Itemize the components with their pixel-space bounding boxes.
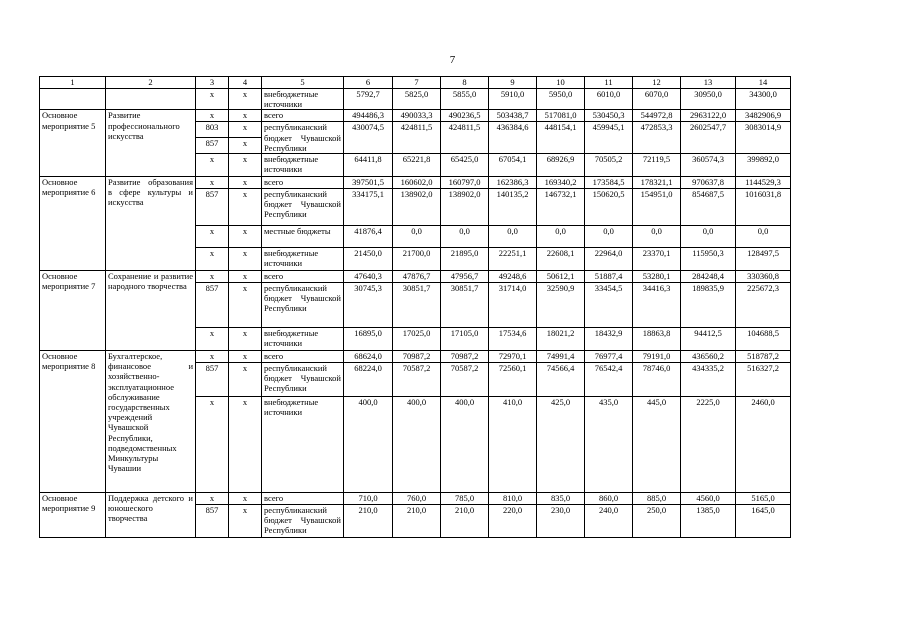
value-cell: 30950,0	[681, 89, 736, 110]
value-cell: 70505,2	[585, 154, 633, 177]
event-cell: Основное мероприятие 9	[40, 493, 106, 538]
value-cell: 2602547,7	[681, 122, 736, 154]
source-cell: внебюджетные источники	[262, 89, 344, 110]
code-cell: x	[229, 397, 262, 493]
value-cell: 2460,0	[736, 397, 791, 493]
code-cell: x	[229, 351, 262, 363]
value-cell: 30851,7	[441, 283, 489, 328]
value-cell: 70587,2	[441, 363, 489, 397]
value-cell: 490236,5	[441, 110, 489, 122]
code-cell: x	[196, 110, 229, 122]
value-cell: 5792,7	[344, 89, 393, 110]
name-cell: Бухгалтерское, финансовое и хозяйственно-эксплуатационное обслуживание государственных учреждений Чувашской Республики, подведомственных Минкультуры Чувашии	[106, 351, 196, 493]
value-cell: 70987,2	[393, 351, 441, 363]
value-cell: 67054,1	[489, 154, 537, 177]
value-cell: 72119,5	[633, 154, 681, 177]
value-cell: 17534,6	[489, 328, 537, 351]
event-cell: Основное мероприятие 7	[40, 271, 106, 351]
value-cell: 410,0	[489, 397, 537, 493]
value-cell: 6010,0	[585, 89, 633, 110]
value-cell: 397501,5	[344, 177, 393, 189]
value-cell: 21450,0	[344, 248, 393, 271]
code-cell: x	[196, 271, 229, 283]
value-cell: 53280,1	[633, 271, 681, 283]
value-cell: 21700,0	[393, 248, 441, 271]
code-cell: 857	[196, 189, 229, 226]
value-cell: 2225,0	[681, 397, 736, 493]
value-cell: 490033,3	[393, 110, 441, 122]
value-cell: 178321,1	[633, 177, 681, 189]
value-cell: 710,0	[344, 493, 393, 505]
value-cell: 51887,4	[585, 271, 633, 283]
value-cell: 210,0	[344, 505, 393, 538]
value-cell: 33454,5	[585, 283, 633, 328]
value-cell: 138902,0	[441, 189, 489, 226]
value-cell: 6070,0	[633, 89, 681, 110]
code-cell: x	[229, 122, 262, 137]
code-cell: x	[229, 226, 262, 248]
table-row	[40, 493, 791, 505]
value-cell: 72560,1	[489, 363, 537, 397]
value-cell: 17105,0	[441, 328, 489, 351]
value-cell: 360574,3	[681, 154, 736, 177]
value-cell: 210,0	[441, 505, 489, 538]
value-cell: 47956,7	[441, 271, 489, 283]
value-cell: 436384,6	[489, 122, 537, 154]
code-cell: x	[229, 137, 262, 153]
value-cell: 330360,8	[736, 271, 791, 283]
value-cell: 104688,5	[736, 328, 791, 351]
value-cell: 1385,0	[681, 505, 736, 538]
code-cell: x	[229, 248, 262, 271]
value-cell: 154951,0	[633, 189, 681, 226]
value-cell: 76977,4	[585, 351, 633, 363]
value-cell: 503438,7	[489, 110, 537, 122]
value-cell: 210,0	[393, 505, 441, 538]
value-cell: 49248,6	[489, 271, 537, 283]
source-cell: республиканский бюджет Чувашской Республики	[262, 283, 344, 328]
event-cell	[40, 89, 106, 110]
value-cell: 16895,0	[344, 328, 393, 351]
value-cell: 448154,1	[537, 122, 585, 154]
value-cell: 240,0	[585, 505, 633, 538]
value-cell: 2963122,0	[681, 110, 736, 122]
table-row	[40, 271, 791, 283]
value-cell: 5825,0	[393, 89, 441, 110]
header-cell: 14	[736, 77, 791, 89]
name-cell: Развитие образования в сфере культуры и искусства	[106, 177, 196, 271]
value-cell: 445,0	[633, 397, 681, 493]
code-cell: x	[196, 397, 229, 493]
value-cell: 0,0	[393, 226, 441, 248]
header-cell: 7	[393, 77, 441, 89]
name-cell: Развитие профессионального искусства	[106, 110, 196, 177]
value-cell: 68224,0	[344, 363, 393, 397]
source-cell: республиканский бюджет Чувашской Республики	[262, 189, 344, 226]
value-cell: 47640,3	[344, 271, 393, 283]
value-cell: 785,0	[441, 493, 489, 505]
source-cell: внебюджетные источники	[262, 328, 344, 351]
value-cell: 41876,4	[344, 226, 393, 248]
value-cell: 79191,0	[633, 351, 681, 363]
code-cell: x	[229, 363, 262, 397]
value-cell: 835,0	[537, 493, 585, 505]
header-cell: 9	[489, 77, 537, 89]
name-cell: Поддержка детского и юношеского творчества	[106, 493, 196, 538]
value-cell: 160797,0	[441, 177, 489, 189]
value-cell: 150620,5	[585, 189, 633, 226]
value-cell: 0,0	[736, 226, 791, 248]
value-cell: 435,0	[585, 397, 633, 493]
code-cell: x	[229, 177, 262, 189]
budget-table	[39, 76, 791, 538]
value-cell: 5855,0	[441, 89, 489, 110]
value-cell: 50612,1	[537, 271, 585, 283]
code-cell: x	[196, 154, 229, 177]
value-cell: 516327,2	[736, 363, 791, 397]
value-cell: 760,0	[393, 493, 441, 505]
value-cell: 72970,1	[489, 351, 537, 363]
header-cell: 10	[537, 77, 585, 89]
value-cell: 138902,0	[393, 189, 441, 226]
value-cell: 220,0	[489, 505, 537, 538]
value-cell: 23370,1	[633, 248, 681, 271]
code-cell: 803	[196, 122, 229, 137]
value-cell: 128497,5	[736, 248, 791, 271]
value-cell: 459945,1	[585, 122, 633, 154]
code-cell: x	[229, 505, 262, 538]
value-cell: 5950,0	[537, 89, 585, 110]
value-cell: 169340,2	[537, 177, 585, 189]
code-cell: x	[229, 271, 262, 283]
code-cell: x	[229, 283, 262, 328]
header-cell: 5	[262, 77, 344, 89]
source-cell: внебюджетные источники	[262, 397, 344, 493]
value-cell: 21895,0	[441, 248, 489, 271]
source-cell: местные бюджеты	[262, 226, 344, 248]
header-cell: 1	[40, 77, 106, 89]
value-cell: 94412,5	[681, 328, 736, 351]
value-cell: 970637,8	[681, 177, 736, 189]
value-cell: 115950,3	[681, 248, 736, 271]
event-cell: Основное мероприятие 6	[40, 177, 106, 271]
value-cell: 400,0	[441, 397, 489, 493]
value-cell: 400,0	[344, 397, 393, 493]
value-cell: 17025,0	[393, 328, 441, 351]
value-cell: 494486,3	[344, 110, 393, 122]
value-cell: 860,0	[585, 493, 633, 505]
value-cell: 22251,1	[489, 248, 537, 271]
value-cell: 0,0	[537, 226, 585, 248]
value-cell: 5910,0	[489, 89, 537, 110]
value-cell: 517081,0	[537, 110, 585, 122]
name-cell	[106, 89, 196, 110]
value-cell: 78746,0	[633, 363, 681, 397]
value-cell: 0,0	[489, 226, 537, 248]
value-cell: 810,0	[489, 493, 537, 505]
value-cell: 424811,5	[441, 122, 489, 154]
code-cell: x	[229, 89, 262, 110]
source-cell: внебюджетные источники	[262, 248, 344, 271]
code-cell: x	[196, 226, 229, 248]
value-cell: 399892,0	[736, 154, 791, 177]
value-cell: 74991,4	[537, 351, 585, 363]
value-cell: 518787,2	[736, 351, 791, 363]
code-cell: x	[229, 328, 262, 351]
header-row	[40, 77, 791, 89]
value-cell: 230,0	[537, 505, 585, 538]
code-cell: 857	[196, 283, 229, 328]
source-cell: республиканский бюджет Чувашской Республики	[262, 122, 344, 154]
header-cell: 11	[585, 77, 633, 89]
event-cell: Основное мероприятие 5	[40, 110, 106, 177]
value-cell: 3482906,9	[736, 110, 791, 122]
value-cell: 854687,5	[681, 189, 736, 226]
value-cell: 436560,2	[681, 351, 736, 363]
value-cell: 225672,3	[736, 283, 791, 328]
value-cell: 65425,0	[441, 154, 489, 177]
code-cell: x	[229, 110, 262, 122]
event-cell: Основное мероприятие 8	[40, 351, 106, 493]
code-cell: x	[196, 328, 229, 351]
header-cell: 2	[106, 77, 196, 89]
name-cell: Сохранение и развитие народного творчества	[106, 271, 196, 351]
source-cell: всего	[262, 177, 344, 189]
value-cell: 434335,2	[681, 363, 736, 397]
value-cell: 65221,8	[393, 154, 441, 177]
value-cell: 0,0	[633, 226, 681, 248]
value-cell: 47876,7	[393, 271, 441, 283]
value-cell: 0,0	[585, 226, 633, 248]
code-cell: x	[229, 154, 262, 177]
value-cell: 22608,1	[537, 248, 585, 271]
table-body	[40, 77, 791, 538]
header-cell: 3	[196, 77, 229, 89]
value-cell: 5165,0	[736, 493, 791, 505]
value-cell: 34416,3	[633, 283, 681, 328]
code-cell: x	[196, 493, 229, 505]
table-row	[40, 351, 791, 363]
value-cell: 885,0	[633, 493, 681, 505]
value-cell: 64411,8	[344, 154, 393, 177]
value-cell: 68624,0	[344, 351, 393, 363]
value-cell: 1645,0	[736, 505, 791, 538]
header-cell: 6	[344, 77, 393, 89]
source-cell: всего	[262, 271, 344, 283]
value-cell: 68926,9	[537, 154, 585, 177]
value-cell: 34300,0	[736, 89, 791, 110]
code-cell: x	[196, 89, 229, 110]
header-cell: 8	[441, 77, 489, 89]
value-cell: 189835,9	[681, 283, 736, 328]
source-cell: всего	[262, 493, 344, 505]
table-row	[40, 110, 791, 122]
code-cell: x	[196, 248, 229, 271]
value-cell: 140135,2	[489, 189, 537, 226]
value-cell: 74566,4	[537, 363, 585, 397]
source-cell: всего	[262, 351, 344, 363]
value-cell: 162386,3	[489, 177, 537, 189]
value-cell: 173584,5	[585, 177, 633, 189]
code-cell: x	[196, 177, 229, 189]
code-cell: 857	[196, 137, 229, 153]
source-cell: внебюджетные источники	[262, 154, 344, 177]
page-number: 7	[449, 54, 456, 66]
value-cell: 530450,3	[585, 110, 633, 122]
value-cell: 18863,8	[633, 328, 681, 351]
source-cell: республиканский бюджет Чувашской Республики	[262, 363, 344, 397]
value-cell: 70587,2	[393, 363, 441, 397]
source-cell: всего	[262, 110, 344, 122]
value-cell: 146732,1	[537, 189, 585, 226]
value-cell: 30745,3	[344, 283, 393, 328]
value-cell: 3083014,9	[736, 122, 791, 154]
header-cell: 13	[681, 77, 736, 89]
value-cell: 0,0	[681, 226, 736, 248]
value-cell: 544972,8	[633, 110, 681, 122]
code-cell: x	[196, 351, 229, 363]
value-cell: 160602,0	[393, 177, 441, 189]
code-cell: x	[229, 493, 262, 505]
source-cell: республиканский бюджет Чувашской Республики	[262, 505, 344, 538]
value-cell: 76542,4	[585, 363, 633, 397]
value-cell: 32590,9	[537, 283, 585, 328]
value-cell: 1016031,8	[736, 189, 791, 226]
value-cell: 0,0	[441, 226, 489, 248]
value-cell: 70987,2	[441, 351, 489, 363]
value-cell: 30851,7	[393, 283, 441, 328]
value-cell: 284248,4	[681, 271, 736, 283]
value-cell: 425,0	[537, 397, 585, 493]
value-cell: 400,0	[393, 397, 441, 493]
value-cell: 250,0	[633, 505, 681, 538]
code-cell: 857	[196, 363, 229, 397]
value-cell: 31714,0	[489, 283, 537, 328]
value-cell: 334175,1	[344, 189, 393, 226]
value-cell: 424811,5	[393, 122, 441, 154]
value-cell: 1144529,3	[736, 177, 791, 189]
value-cell: 472853,3	[633, 122, 681, 154]
table-row	[40, 177, 791, 189]
code-cell: 857	[196, 505, 229, 538]
value-cell: 18021,2	[537, 328, 585, 351]
table-row	[40, 89, 791, 110]
header-cell: 12	[633, 77, 681, 89]
code-cell: x	[229, 189, 262, 226]
value-cell: 18432,9	[585, 328, 633, 351]
value-cell: 22964,0	[585, 248, 633, 271]
value-cell: 430074,5	[344, 122, 393, 154]
value-cell: 4560,0	[681, 493, 736, 505]
header-cell: 4	[229, 77, 262, 89]
